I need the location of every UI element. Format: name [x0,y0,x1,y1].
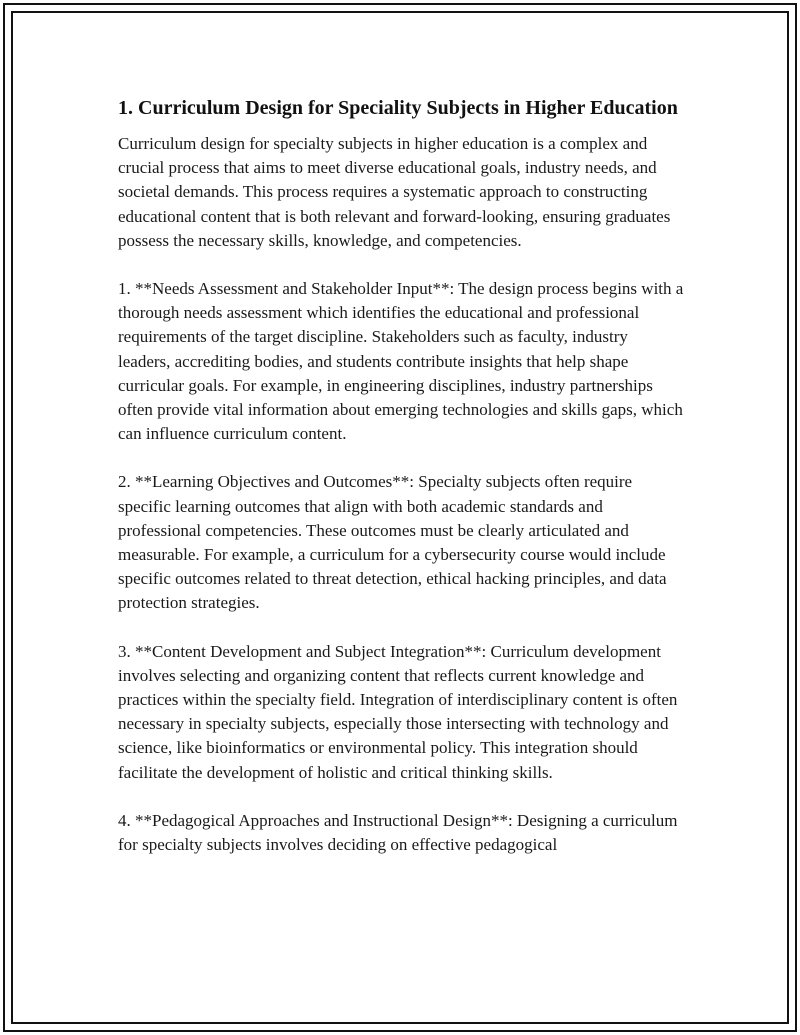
intro-paragraph: Curriculum design for specialty subjects in higher education is a complex and crucial process that aims to meet diverse educational goals, industry needs, and societal demands. This process requires a systematic approach to constructing educational content that is both relevant and forward-looking, ensuring graduates possess the necessary skills, knowledge, and competencies. [118,134,671,250]
section-heading: 1. Curriculum Design for Speciality Subjects in Higher Education [118,97,678,119]
pedagogical-approaches-paragraph: 4. **Pedagogical Approaches and Instructional Design**: Designing a curriculum for specialty subjects involves deciding on effective pedagogical [118,810,678,855]
document-body [118,94,684,881]
content-development-paragraph: 3. **Content Development and Subject Integration**: Curriculum development involves selecting and organizing content that reflects current knowledge and practices within the specialty field. Integration of interdisciplinary content is often necessary in specialty subjects, especially those intersecting with technology and science, like bioinformatics or environmental policy. This integration should facilitate the development of holistic and critical thinking skills. [118,641,678,782]
learning-objectives-paragraph: 2. **Learning Objectives and Outcomes**: Specialty subjects often require specific learning outcomes that align with both academic standards and professional competencies. These outcomes must be clearly articulated and measurable. For example, a curriculum for a cybersecurity course would include specific outcomes related to threat detection, ethical hacking principles, and data protection strategies. [118,472,667,613]
needs-assessment-paragraph: 1. **Needs Assessment and Stakeholder Input**: The design process begins with a thorough needs assessment which identifies the educational and professional requirements of the target discipline. Stakeholders such as faculty, industry leaders, accrediting bodies, and students contribute insights that help shape curricular goals. For example, in engineering disciplines, industry partnerships often provide vital information about emerging technologies and skills gaps, which can influence curriculum content. [118,279,684,444]
